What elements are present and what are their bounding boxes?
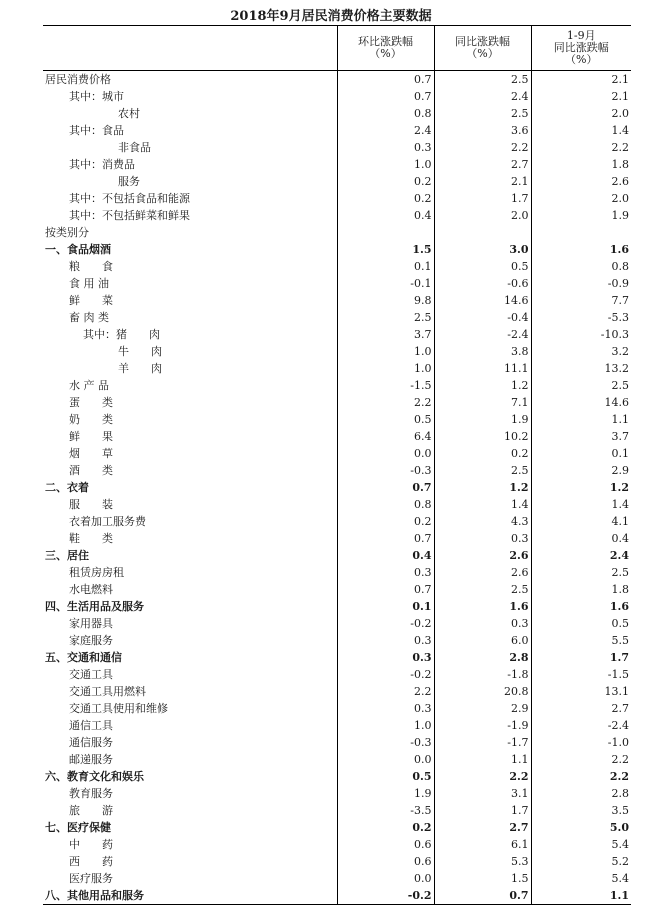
value-yoy: 3.0	[434, 241, 531, 258]
value-ytd: 5.2	[531, 853, 631, 870]
value-yoy: 2.4	[434, 88, 531, 105]
table-row	[43, 853, 631, 870]
value-ytd: 13.1	[531, 683, 631, 700]
table-row	[43, 700, 631, 717]
value-yoy: 0.2	[434, 445, 531, 462]
value-yoy: 2.6	[434, 564, 531, 581]
header-yoy-line2: （%）	[466, 47, 499, 60]
table-row	[43, 428, 631, 445]
table-header-row	[43, 26, 631, 71]
table-row	[43, 564, 631, 581]
row-label: 烟 草	[69, 447, 113, 460]
table-row	[43, 683, 631, 700]
value-mom: 2.2	[337, 394, 434, 411]
table-row	[43, 190, 631, 207]
value-ytd: 5.5	[531, 632, 631, 649]
value-yoy: 6.1	[434, 836, 531, 853]
row-label: 服务	[118, 175, 140, 188]
value-ytd: 2.1	[531, 71, 631, 89]
table-row	[43, 292, 631, 309]
table-row	[43, 309, 631, 326]
value-ytd: 0.8	[531, 258, 631, 275]
value-mom: 0.2	[337, 190, 434, 207]
value-mom: 0.0	[337, 445, 434, 462]
value-ytd: 1.6	[531, 598, 631, 615]
value-ytd: 2.0	[531, 190, 631, 207]
value-yoy: 2.9	[434, 700, 531, 717]
value-ytd: 2.8	[531, 785, 631, 802]
value-mom: 0.7	[337, 88, 434, 105]
table-row	[43, 632, 631, 649]
row-label: 二、衣着	[45, 481, 89, 494]
value-ytd: 2.5	[531, 564, 631, 581]
value-mom: 0.1	[337, 258, 434, 275]
value-mom: 0.7	[337, 581, 434, 598]
row-label: 农村	[118, 107, 140, 120]
table-row	[43, 258, 631, 275]
row-label: 居民消费价格	[45, 73, 111, 86]
row-label: 酒 类	[69, 464, 113, 477]
value-yoy: 11.1	[434, 360, 531, 377]
value-yoy: 1.2	[434, 377, 531, 394]
value-ytd: -10.3	[531, 326, 631, 343]
value-mom: 6.4	[337, 428, 434, 445]
value-ytd: 2.2	[531, 751, 631, 768]
value-mom: 9.8	[337, 292, 434, 309]
row-label: 四、生活用品及服务	[45, 600, 144, 613]
table-row	[43, 173, 631, 190]
value-ytd: 1.7	[531, 649, 631, 666]
row-label: 西 药	[69, 855, 113, 868]
value-ytd: 1.4	[531, 122, 631, 139]
table-row	[43, 496, 631, 513]
table-row	[43, 241, 631, 258]
cpi-table	[43, 25, 631, 905]
value-yoy: -1.8	[434, 666, 531, 683]
value-yoy: 2.2	[434, 768, 531, 785]
row-label: 一、食品烟酒	[45, 243, 111, 256]
table-row	[43, 275, 631, 292]
header-ytd-line1: 1-9月	[566, 29, 596, 42]
value-mom: 1.0	[337, 717, 434, 734]
value-yoy: 2.7	[434, 156, 531, 173]
row-label: 家用器具	[69, 617, 113, 630]
row-label: 畜 肉 类	[69, 311, 109, 324]
row-label: 交通工具	[69, 668, 113, 681]
row-label: 八、其他用品和服务	[43, 887, 337, 905]
table-row	[43, 547, 631, 564]
value-ytd: 0.1	[531, 445, 631, 462]
value-ytd: 2.6	[531, 173, 631, 190]
table-row	[43, 88, 631, 105]
row-label: 七、医疗保健	[45, 821, 111, 834]
value-ytd: -1.0	[531, 734, 631, 751]
table-row	[43, 411, 631, 428]
row-label: 粮 食	[69, 260, 113, 273]
row-label: 家庭服务	[69, 634, 113, 647]
row-label: 租赁房房租	[69, 566, 124, 579]
header-yoy-line1: 同比涨跌幅	[455, 35, 510, 48]
row-label: 教育服务	[69, 787, 113, 800]
row-label: 三、居住	[45, 549, 89, 562]
value-ytd: 14.6	[531, 394, 631, 411]
value-ytd: 1.8	[531, 156, 631, 173]
value-mom: -1.5	[337, 377, 434, 394]
table-row	[43, 377, 631, 394]
value-yoy: 6.0	[434, 632, 531, 649]
value-mom: 0.3	[337, 700, 434, 717]
value-mom: 0.8	[337, 105, 434, 122]
value-yoy: 2.0	[434, 207, 531, 224]
value-ytd: -1.5	[531, 666, 631, 683]
value-yoy: 2.5	[434, 581, 531, 598]
value-ytd: 2.9	[531, 462, 631, 479]
value-ytd: -5.3	[531, 309, 631, 326]
value-yoy: 1.5	[434, 870, 531, 887]
value-yoy: 0.5	[434, 258, 531, 275]
value-yoy: 0.7	[434, 887, 531, 905]
value-yoy: 1.7	[434, 190, 531, 207]
value-yoy: 3.1	[434, 785, 531, 802]
table-row	[43, 139, 631, 156]
value-ytd: 5.4	[531, 870, 631, 887]
row-label: 鲜 菜	[69, 294, 113, 307]
value-mom: -0.2	[337, 887, 434, 905]
value-ytd: 7.7	[531, 292, 631, 309]
row-label: 鲜 果	[69, 430, 113, 443]
value-ytd: 1.9	[531, 207, 631, 224]
row-label: 鞋 类	[69, 532, 113, 545]
value-mom: 0.0	[337, 870, 434, 887]
row-label: 通信工具	[69, 719, 113, 732]
value-yoy: 4.3	[434, 513, 531, 530]
table-row	[43, 71, 631, 89]
row-label: 食 用 油	[69, 277, 109, 290]
value-ytd: 4.1	[531, 513, 631, 530]
table-row	[43, 479, 631, 496]
row-label: 水电燃料	[69, 583, 113, 596]
value-yoy: 14.6	[434, 292, 531, 309]
value-mom	[337, 224, 434, 241]
value-ytd: 2.0	[531, 105, 631, 122]
row-label: 交通工具用燃料	[69, 685, 146, 698]
value-mom: -0.2	[337, 666, 434, 683]
value-yoy: 1.6	[434, 598, 531, 615]
value-yoy: 2.7	[434, 819, 531, 836]
header-mom	[337, 26, 434, 71]
value-mom: 0.5	[337, 768, 434, 785]
table-row	[43, 819, 631, 836]
table-row	[43, 122, 631, 139]
value-yoy: 20.8	[434, 683, 531, 700]
value-ytd: 2.2	[531, 768, 631, 785]
table-row	[43, 343, 631, 360]
row-label: 六、教育文化和娱乐	[45, 770, 144, 783]
value-mom: 0.2	[337, 513, 434, 530]
table-row	[43, 581, 631, 598]
value-yoy: 7.1	[434, 394, 531, 411]
table-row	[43, 360, 631, 377]
header-ytd-line3: （%）	[565, 53, 598, 66]
value-mom: 2.2	[337, 683, 434, 700]
value-yoy: 1.7	[434, 802, 531, 819]
value-mom: 0.2	[337, 173, 434, 190]
value-ytd	[531, 224, 631, 241]
row-label: 奶 类	[69, 413, 113, 426]
row-label: 羊 肉	[118, 362, 162, 375]
row-label: 医疗服务	[69, 872, 113, 885]
value-ytd: 1.2	[531, 479, 631, 496]
row-label: 其中：不包括食品和能源	[69, 192, 190, 205]
value-yoy: 1.9	[434, 411, 531, 428]
value-mom: 0.1	[337, 598, 434, 615]
row-label: 牛 肉	[118, 345, 162, 358]
value-mom: 2.5	[337, 309, 434, 326]
value-ytd: 2.2	[531, 139, 631, 156]
table-row	[43, 462, 631, 479]
value-mom: 2.4	[337, 122, 434, 139]
value-mom: -0.2	[337, 615, 434, 632]
value-ytd: 2.4	[531, 547, 631, 564]
table-row	[43, 207, 631, 224]
table-row	[43, 870, 631, 887]
value-yoy: 2.1	[434, 173, 531, 190]
value-ytd: 0.4	[531, 530, 631, 547]
row-label: 其中：城市	[69, 90, 124, 103]
table-row	[43, 751, 631, 768]
value-mom: 3.7	[337, 326, 434, 343]
value-mom: 0.4	[337, 547, 434, 564]
value-yoy: 2.5	[434, 71, 531, 89]
value-mom: 0.3	[337, 632, 434, 649]
row-label: 其中：猪 肉	[83, 328, 160, 341]
table-row	[43, 105, 631, 122]
table-row	[43, 513, 631, 530]
row-label: 通信服务	[69, 736, 113, 749]
row-label: 非食品	[118, 141, 151, 154]
row-label: 其中：食品	[69, 124, 124, 137]
value-ytd: 2.1	[531, 88, 631, 105]
value-yoy: 2.5	[434, 105, 531, 122]
value-mom: -0.3	[337, 462, 434, 479]
value-mom: 1.5	[337, 241, 434, 258]
table-row	[43, 394, 631, 411]
value-yoy: 2.5	[434, 462, 531, 479]
value-ytd: 1.1	[531, 887, 631, 905]
value-yoy: 2.2	[434, 139, 531, 156]
row-label: 按类别分	[45, 226, 89, 239]
value-ytd: 2.7	[531, 700, 631, 717]
header-mom-line2: （%）	[369, 47, 402, 60]
value-mom: 0.0	[337, 751, 434, 768]
value-yoy: -0.4	[434, 309, 531, 326]
value-mom: -3.5	[337, 802, 434, 819]
table-row	[43, 530, 631, 547]
table-body	[43, 71, 631, 905]
value-mom: 1.0	[337, 343, 434, 360]
value-yoy: 2.6	[434, 547, 531, 564]
value-ytd: -0.9	[531, 275, 631, 292]
value-yoy: 1.2	[434, 479, 531, 496]
value-yoy: -1.7	[434, 734, 531, 751]
row-label: 水 产 品	[69, 379, 109, 392]
table-row	[43, 836, 631, 853]
row-label: 旅 游	[69, 804, 113, 817]
table-row	[43, 445, 631, 462]
value-ytd: 0.5	[531, 615, 631, 632]
value-ytd: 1.6	[531, 241, 631, 258]
row-label: 其中：不包括鲜菜和鲜果	[69, 209, 190, 222]
value-mom: 0.5	[337, 411, 434, 428]
value-ytd: 3.5	[531, 802, 631, 819]
value-yoy: 3.6	[434, 122, 531, 139]
page-title: 2018年9月居民消费价格主要数据	[230, 9, 432, 24]
value-yoy: 1.4	[434, 496, 531, 513]
row-label: 中 药	[69, 838, 113, 851]
value-mom: 0.4	[337, 207, 434, 224]
value-mom: 0.2	[337, 819, 434, 836]
value-yoy: 1.1	[434, 751, 531, 768]
value-yoy: 5.3	[434, 853, 531, 870]
table-row	[43, 887, 631, 905]
value-mom: 0.8	[337, 496, 434, 513]
value-yoy: -1.9	[434, 717, 531, 734]
row-label: 衣着加工服务费	[69, 515, 146, 528]
value-mom: 0.6	[337, 853, 434, 870]
header-item	[43, 26, 337, 71]
value-ytd: 3.2	[531, 343, 631, 360]
value-mom: 0.3	[337, 564, 434, 581]
value-ytd: 1.8	[531, 581, 631, 598]
row-label: 服 装	[69, 498, 113, 511]
row-label: 交通工具使用和维修	[69, 702, 168, 715]
value-yoy: 10.2	[434, 428, 531, 445]
value-mom: 1.9	[337, 785, 434, 802]
row-label: 邮递服务	[69, 753, 113, 766]
table-row	[43, 785, 631, 802]
value-mom: -0.3	[337, 734, 434, 751]
value-yoy: -0.6	[434, 275, 531, 292]
header-mom-line1: 环比涨跌幅	[358, 35, 413, 48]
table-row	[43, 802, 631, 819]
table-row	[43, 666, 631, 683]
value-mom: 1.0	[337, 156, 434, 173]
row-label: 其中：消费品	[69, 158, 135, 171]
value-ytd: 1.1	[531, 411, 631, 428]
value-ytd: -2.4	[531, 717, 631, 734]
value-ytd: 2.5	[531, 377, 631, 394]
table-row	[43, 156, 631, 173]
value-yoy	[434, 224, 531, 241]
header-yoy	[434, 26, 531, 71]
row-label: 蛋 类	[69, 396, 113, 409]
value-mom: 0.7	[337, 479, 434, 496]
value-yoy: 3.8	[434, 343, 531, 360]
table-row	[43, 734, 631, 751]
value-yoy: 0.3	[434, 615, 531, 632]
header-ytd	[531, 26, 631, 71]
table-row	[43, 224, 631, 241]
header-ytd-line2: 同比涨跌幅	[553, 41, 609, 54]
value-mom: 0.7	[337, 530, 434, 547]
value-mom: 1.0	[337, 360, 434, 377]
value-mom: 0.3	[337, 139, 434, 156]
value-ytd: 13.2	[531, 360, 631, 377]
value-yoy: 2.8	[434, 649, 531, 666]
value-ytd: 3.7	[531, 428, 631, 445]
table-row	[43, 615, 631, 632]
table-row	[43, 649, 631, 666]
table-row	[43, 326, 631, 343]
value-ytd: 1.4	[531, 496, 631, 513]
value-yoy: 0.3	[434, 530, 531, 547]
table-row	[43, 717, 631, 734]
value-mom: 0.3	[337, 649, 434, 666]
value-yoy: -2.4	[434, 326, 531, 343]
table-row	[43, 768, 631, 785]
value-ytd: 5.4	[531, 836, 631, 853]
value-mom: 0.7	[337, 71, 434, 89]
row-label: 五、交通和通信	[45, 651, 122, 664]
value-ytd: 5.0	[531, 819, 631, 836]
table-row	[43, 598, 631, 615]
value-mom: -0.1	[337, 275, 434, 292]
value-mom: 0.6	[337, 836, 434, 853]
